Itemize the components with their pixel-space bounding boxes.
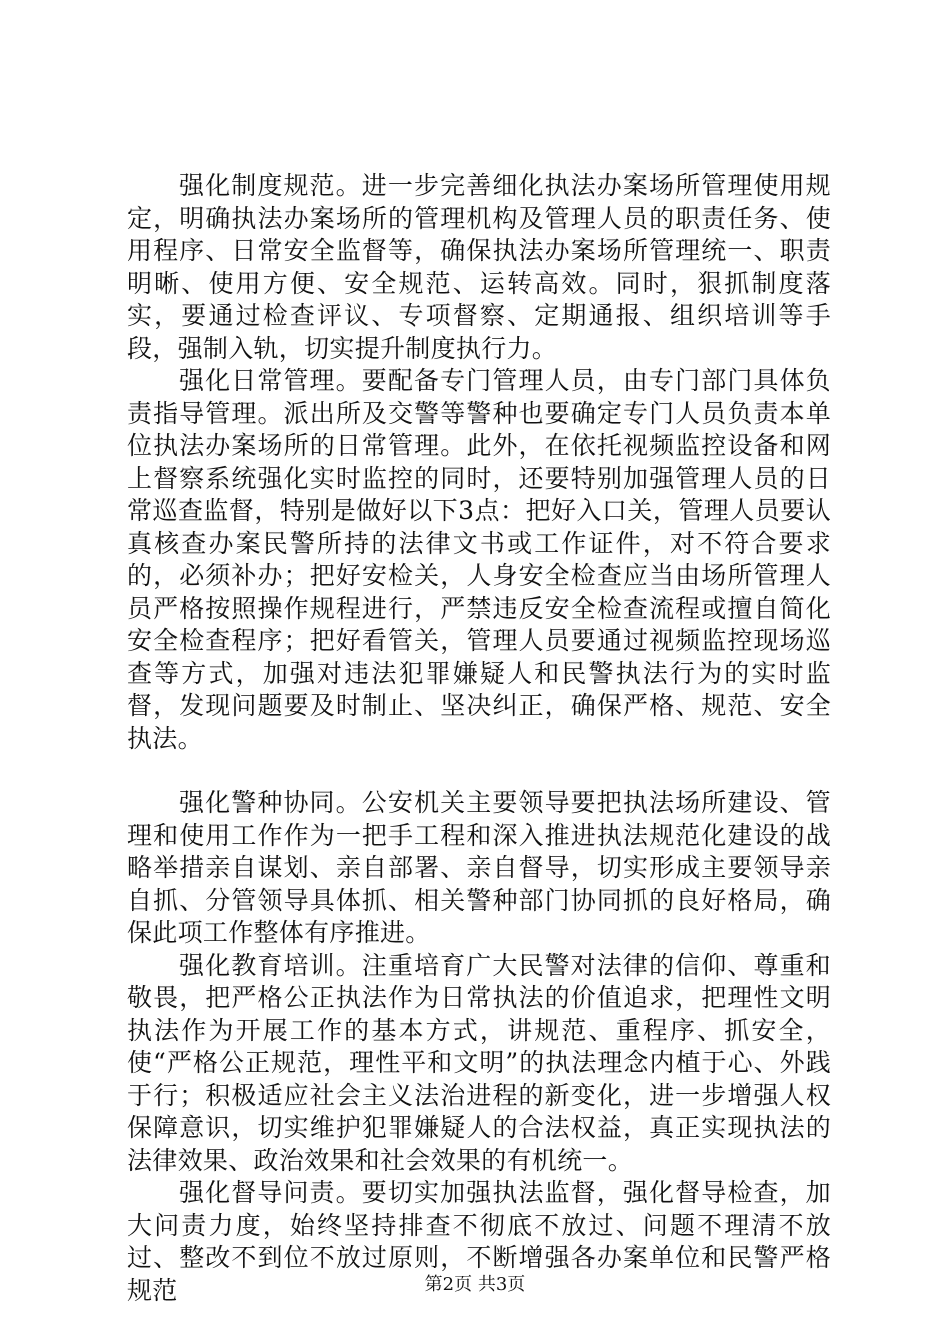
paragraph-system-standards: 强化制度规范。进一步完善细化执法办案场所管理使用规定，明确执法办案场所的管理机构及管理人员的职责任务、使用程序、日常安全监督等，确保执法办案场所管理统一、职责明晰、使用方便、安全规范、运转高效。同时，狠抓制度落实，要通过检查评议、专项督察、定期通报、组织培训等手段，强制入轨，切实提升制度执行力。: [127, 171, 831, 363]
paragraph-daily-management: 强化日常管理。要配备专门管理人员，由专门部门具体负责指导管理。派出所及交警等警种也要确定专门人员负责本单位执法办案场所的日常管理。此外，在依托视频监控设备和网上督察系统强化实时监控的同时，还要特别加强管理人员的日常巡查监督，特别是做好以下3点：把好入口关，管理人员要认真核查办案民警所持的法律文书或工作证件，对不符合要求的，必须补办；把好安检关，人身安全检查应当由场所管理人员严格按照操作规程进行，严禁违反安全检查流程或擅自简化安全检查程序；把好看管关，管理人员要通过视频监控现场巡查等方式，加强对违法犯罪嫌疑人和民警执法行为的实时监督，发现问题要及时制止、坚决纠正，确保严格、规范、安全执法。: [127, 366, 831, 753]
paragraph-education-training: 强化教育培训。注重培育广大民警对法律的信仰、尊重和敬畏，把严格公正执法作为日常执法的价值追求，把理性文明执法作为开展工作的基本方式，讲规范、重程序、抓安全，使“严格公正规范，理性平和文明”的执法理念内植于心、外践于行；积极适应社会主义法治进程的新变化，进一步增强人权保障意识，切实维护犯罪嫌疑人的合法权益，真正实现执法的法律效果、政治效果和社会效果的有机统一。: [127, 950, 831, 1175]
page-number-footer: 第2页 共3页: [424, 1274, 526, 1295]
paragraph-supervision-accountability: 强化督导问责。要切实加强执法监督，强化督导检查，加大问责力度，始终坚持排查不彻底不放过、问题不理清不放过、整改不到位不放过原则，不断增强各办案单位和民警严格规范: [127, 1178, 831, 1305]
document-body: [127, 170, 831, 1307]
paragraph-police-coordination: 强化警种协同。公安机关主要领导要把执法场所建设、管理和使用工作作为一把手工程和深入推进执法规范化建设的战略举措亲自谋划、亲自部署、亲自督导，切实形成主要领导亲自抓、分管领导具体抓、相关警种部门协同抓的良好格局，确保此项工作整体有序推进。: [127, 788, 831, 947]
